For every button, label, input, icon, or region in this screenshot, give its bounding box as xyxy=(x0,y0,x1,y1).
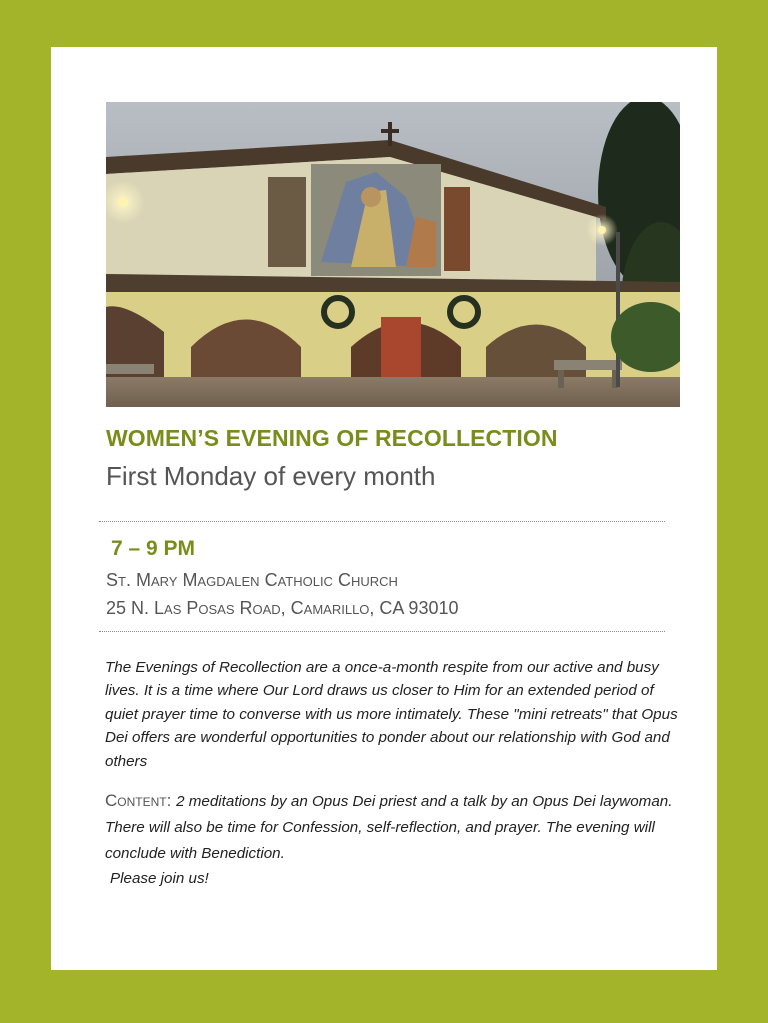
church-facade-photo xyxy=(106,102,680,407)
content-label: Content xyxy=(105,791,167,810)
description-paragraph: The Evenings of Recollection are a once-a-month respite from our active and busy lives. It is a time where Our Lord draws us closer to Him for an extended period of quiet prayer time to converse with us more intimately. These "mini retreats" that Opus Dei offers are wonderful opportunities to ponder about our relationship with God and others xyxy=(105,659,678,770)
event-time: 7 – 9 PM xyxy=(111,537,196,560)
event-address: 25 N. Las Posas Road, Camarillo, CA 93010 xyxy=(106,598,459,618)
event-subtitle: First Monday of every month xyxy=(106,461,436,491)
event-title: WOMEN’S EVENING OF RECOLLECTION xyxy=(106,425,558,451)
content-paragraph xyxy=(105,788,685,867)
flyer-page xyxy=(51,47,717,970)
divider-top xyxy=(99,521,665,522)
closing-text: Please join us! xyxy=(110,870,209,887)
content-text: 2 meditations by an Opus Dei priest and a talk by an Opus Dei laywoman. There will also be time for Confession, self-reflection, and prayer. The evening will conclude with Benediction. xyxy=(105,793,673,862)
content-colon: : xyxy=(166,791,177,810)
divider-bottom xyxy=(99,631,665,632)
event-venue: St. Mary Magdalen Catholic Church xyxy=(106,570,398,590)
